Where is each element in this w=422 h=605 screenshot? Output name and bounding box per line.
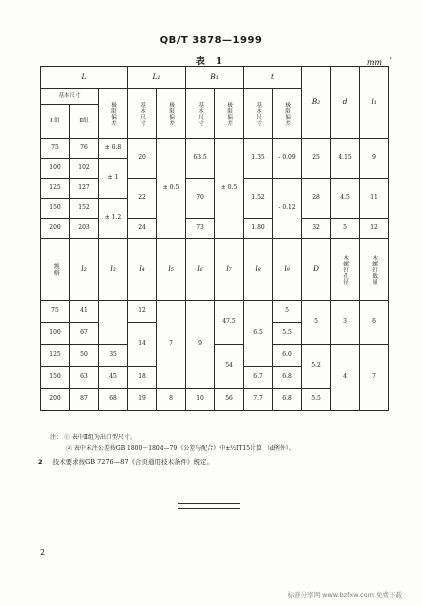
cell: 73	[186, 219, 215, 239]
cell: ± 1	[99, 159, 128, 199]
cell: 35	[99, 345, 128, 367]
header-B1: B₁	[186, 67, 244, 89]
cell: 7	[157, 301, 186, 389]
header-l3: l₃	[99, 239, 128, 301]
header-screw-hole-dia: 木螺钉孔径	[331, 239, 360, 301]
cell: 68	[99, 389, 128, 411]
cell: 11	[360, 179, 389, 219]
cell: 5	[273, 301, 302, 323]
cell: 87	[70, 389, 99, 411]
cell: 6.5	[244, 301, 273, 367]
cell: 18	[128, 367, 157, 389]
cell: 150	[41, 367, 70, 389]
cell: 5.2	[302, 345, 331, 389]
cell: 1.80	[244, 219, 273, 239]
cell: 70	[186, 179, 215, 219]
header-group-II: Ⅱ组	[70, 105, 99, 139]
header-l5: l₅	[157, 239, 186, 301]
cell: 28	[302, 179, 331, 219]
cell: ± 0.5	[215, 139, 244, 239]
header-t: t	[244, 67, 302, 89]
cell: 6.7	[244, 367, 273, 389]
table-row	[41, 219, 389, 239]
header-L: L	[41, 67, 128, 89]
clause-2	[38, 457, 213, 466]
table-row	[41, 139, 389, 159]
header-L1: L₁	[128, 67, 186, 89]
header-t-limit: 极限偏差	[273, 89, 302, 139]
end-rule-top	[178, 503, 240, 504]
cell: - 0.12	[273, 179, 302, 239]
clause-text: 技术要求按GB 7276—87《合页通用技术条件》规定。	[52, 458, 213, 466]
cell: 8	[157, 389, 186, 411]
header-l7: l₇	[215, 239, 244, 301]
table-row	[41, 345, 389, 367]
table-title: 表 1	[195, 57, 227, 67]
note-prefix: 注：	[50, 434, 63, 441]
cell: 12	[360, 219, 389, 239]
cell: 200	[41, 219, 70, 239]
cell: 203	[70, 219, 99, 239]
cell: - 0.09	[273, 139, 302, 179]
cell: 5.5	[273, 323, 302, 345]
cell: 9	[186, 301, 215, 389]
header-l8: l₈	[244, 239, 273, 301]
cell: 200	[41, 389, 70, 411]
cell: 6.0	[273, 345, 302, 367]
unit-tick-mark: '	[389, 56, 392, 65]
header-group-I: I 组	[41, 105, 70, 139]
end-rule-bottom	[178, 508, 240, 509]
cell: 125	[41, 179, 70, 199]
header-B1-basic: 基本尺寸	[186, 89, 215, 139]
cell: 50	[70, 345, 99, 367]
cell: 125	[41, 345, 70, 367]
cell: 22	[128, 179, 157, 219]
header-t-basic: 基本尺寸	[244, 89, 273, 139]
cell: 9	[360, 139, 389, 179]
header-D: D	[302, 239, 331, 301]
cell: 150	[41, 199, 70, 219]
cell: 4.5	[331, 179, 360, 219]
cell: 7	[360, 345, 389, 411]
cell: 6.8	[273, 367, 302, 389]
cell: 10	[186, 389, 215, 411]
table-row	[41, 301, 389, 323]
note-2-text: ② 表中未注公差按GB 1800～1804—79《公差与配合》中±½IT15计算 （d例外）。	[66, 445, 295, 452]
cell: 4	[331, 345, 360, 411]
unit-label: mm	[366, 58, 382, 67]
header-d: d	[331, 67, 360, 139]
cell: 127	[70, 179, 99, 199]
cell: 5	[331, 219, 360, 239]
cell: 63	[70, 367, 99, 389]
cell: 1.35	[244, 139, 273, 179]
cell: 19	[128, 389, 157, 411]
cell: 102	[70, 159, 99, 179]
cell: 75	[41, 301, 70, 323]
header-L-limit-dev: 极限偏差	[99, 89, 128, 139]
watermark-footer: 标准分享网 www.bzfxw.com 免费下载	[287, 591, 402, 599]
table-notes	[50, 432, 295, 454]
table-row	[41, 179, 389, 199]
header-B1-limit: 极限偏差	[215, 89, 244, 139]
header-l1: l₁	[360, 67, 389, 139]
note-1	[50, 432, 295, 443]
cell: 4.15	[331, 139, 360, 179]
standard-code: QB/T 3878—1999	[159, 35, 263, 46]
cell: 100	[41, 323, 70, 345]
header-screw-count: 木螺钉数量	[360, 239, 389, 301]
cell: 45	[99, 367, 128, 389]
cell: 5.5	[302, 389, 331, 411]
cell: 25	[302, 139, 331, 179]
cell: ± 0.8	[99, 139, 128, 159]
header-l9: l₉	[273, 239, 302, 301]
clause-number: 2	[38, 458, 43, 466]
header-l2: l₂	[70, 239, 99, 301]
cell: ± 1.2	[99, 199, 128, 239]
cell: 67	[70, 323, 99, 345]
cell: 7.7	[244, 389, 273, 411]
cell: 41	[70, 301, 99, 323]
dimension-table	[40, 66, 389, 411]
table-row	[41, 239, 389, 301]
cell: 12	[128, 301, 157, 323]
cell: 6.8	[273, 389, 302, 411]
cell: 14	[128, 323, 157, 367]
cell: 47.5	[215, 301, 244, 345]
cell: 24	[128, 219, 157, 239]
cell: 75	[41, 139, 70, 159]
cell: 20	[128, 139, 157, 179]
page-number: 2	[40, 548, 46, 557]
cell: 32	[302, 219, 331, 239]
header-basic-size: 基本尺寸	[41, 89, 99, 105]
header-L1-limit: 极限偏差	[157, 89, 186, 139]
header-l6: l₆	[186, 239, 215, 301]
cell: 76	[70, 139, 99, 159]
cell: 5	[302, 301, 331, 345]
cell: 100	[41, 159, 70, 179]
cell: 56	[215, 389, 244, 411]
header-B2: B₂	[302, 67, 331, 139]
cell: 63.5	[186, 139, 215, 179]
note-1-text: ① 表中Ⅱ组为出口型尺寸。	[63, 434, 136, 441]
cell	[99, 301, 128, 345]
cell: 6	[360, 301, 389, 345]
header-l4: l₄	[128, 239, 157, 301]
header-spec: 规格	[41, 239, 70, 301]
cell: 152	[70, 199, 99, 219]
cell: 3	[331, 301, 360, 345]
note-2	[50, 443, 295, 454]
header-L1-basic: 基本尺寸	[128, 89, 157, 139]
cell: 1.52	[244, 179, 273, 219]
cell: ± 0.5	[157, 139, 186, 239]
cell: 54	[215, 345, 244, 389]
